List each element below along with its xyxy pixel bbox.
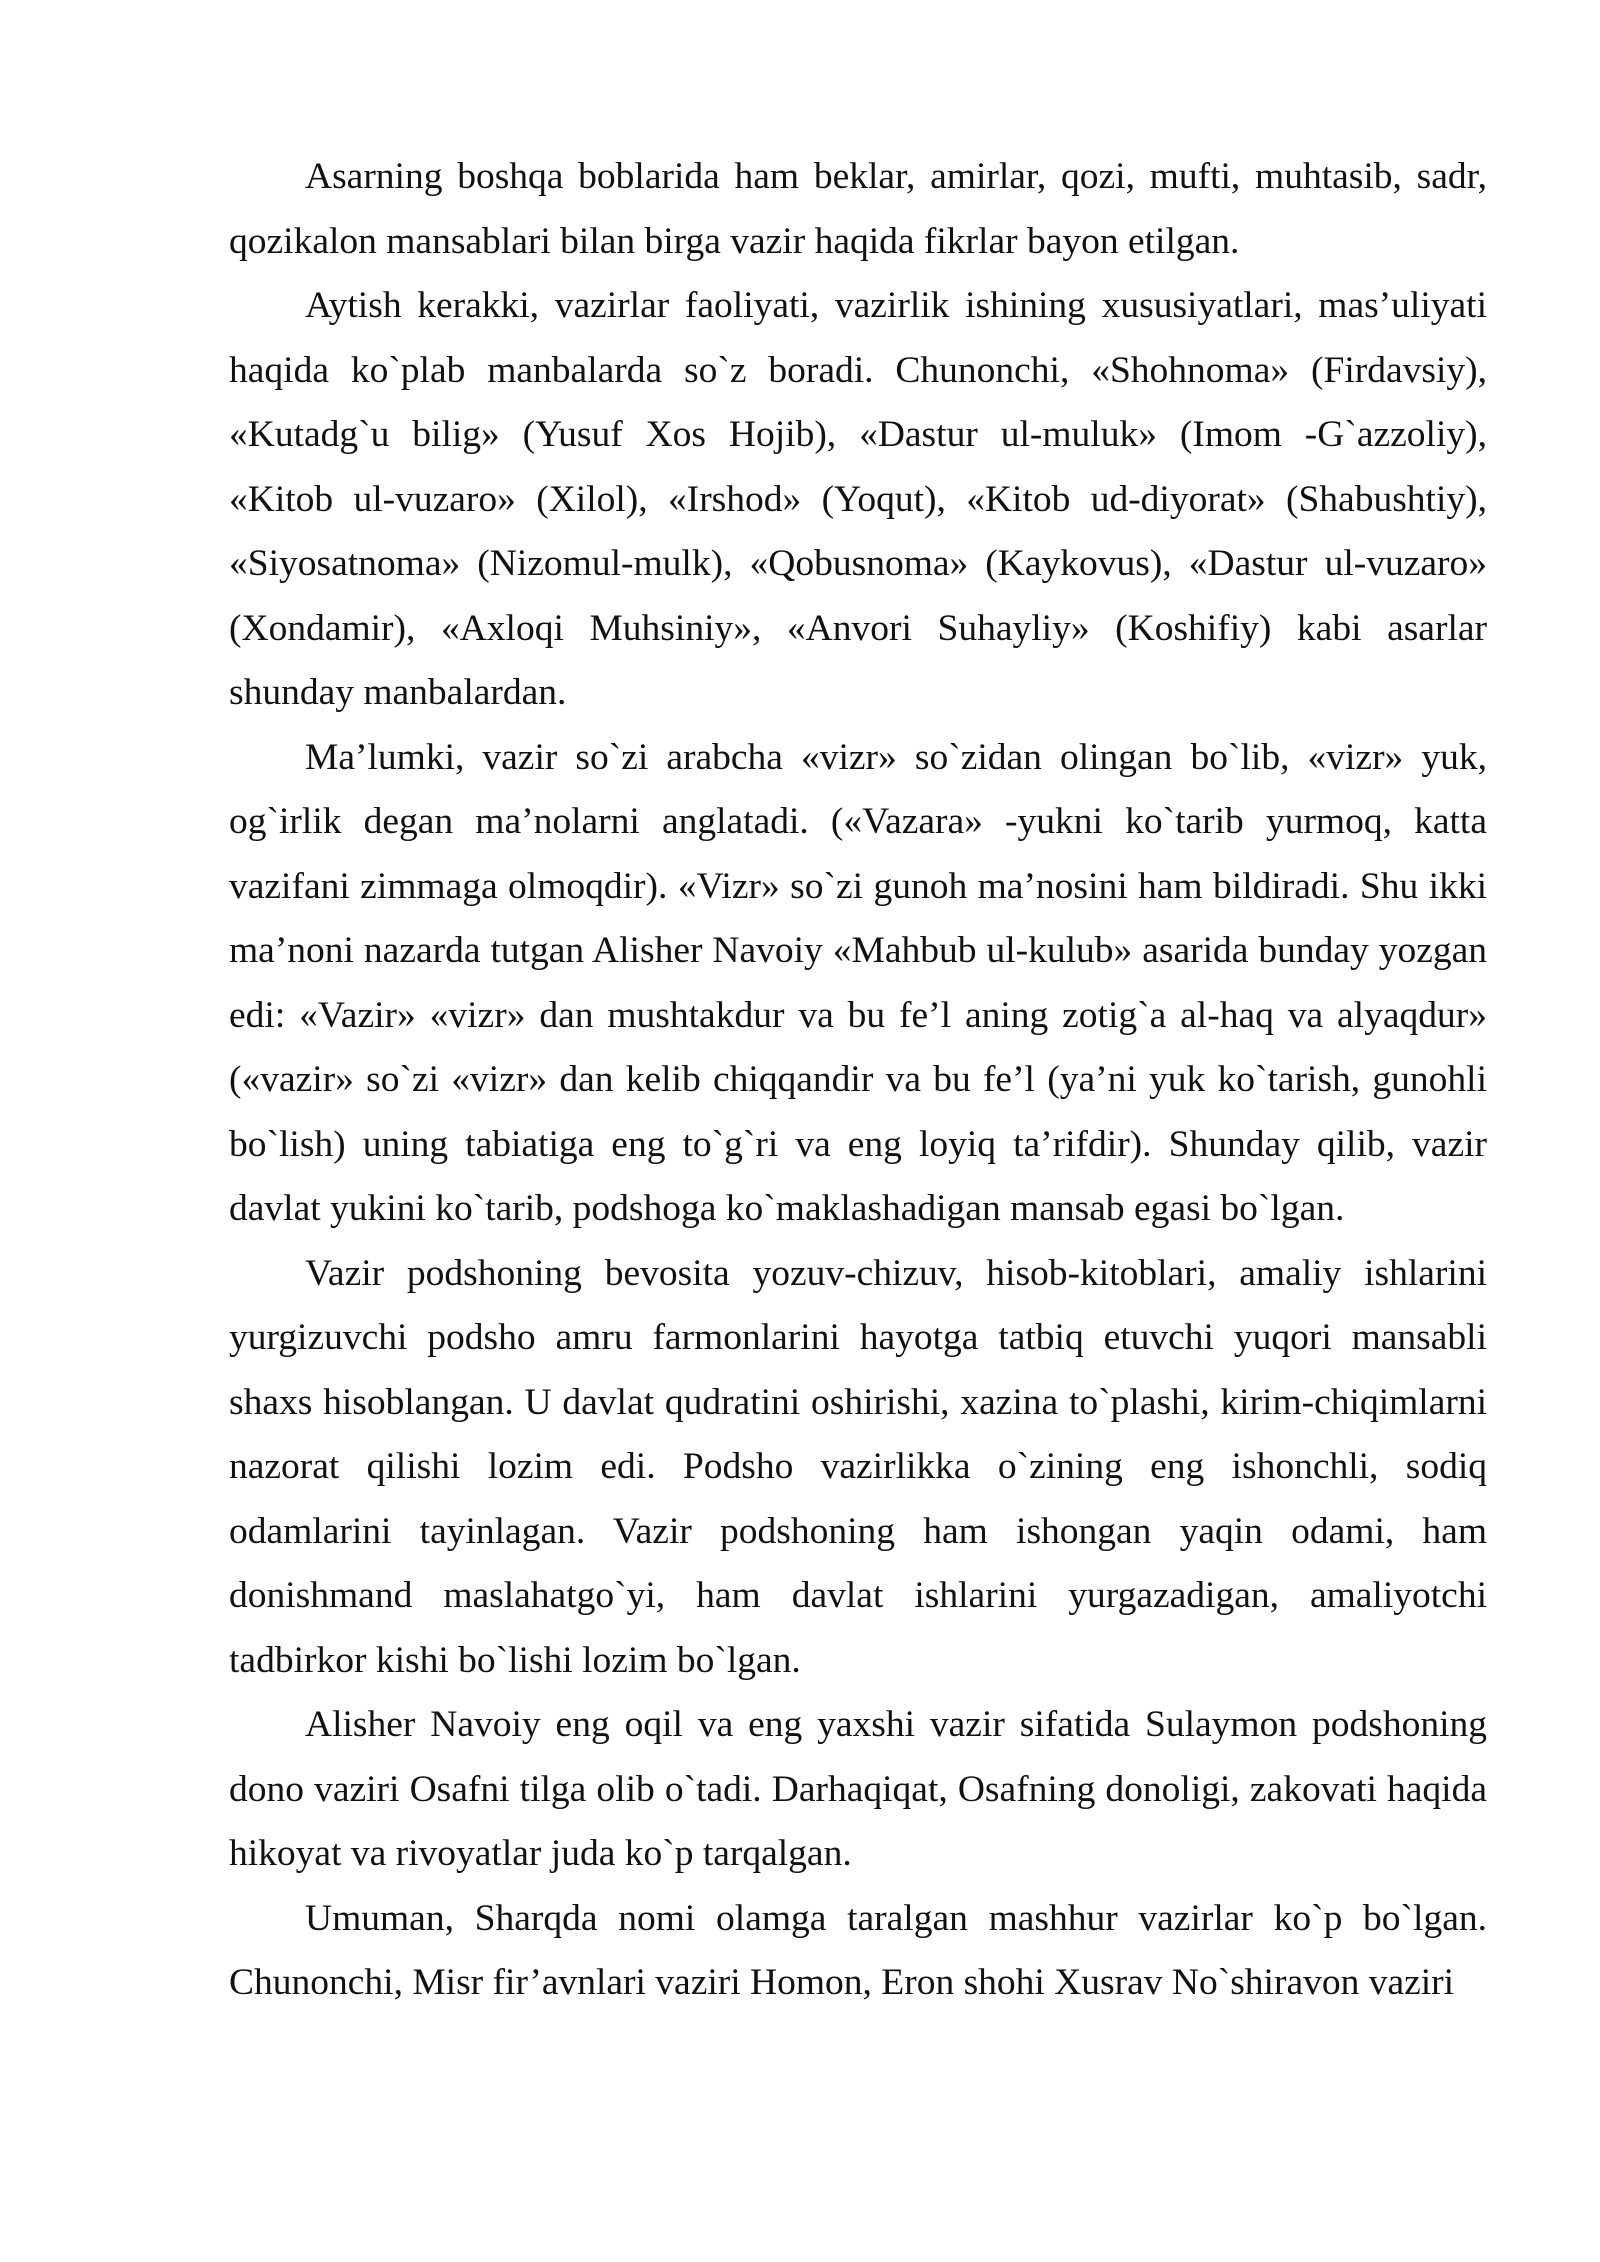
- document-body: [229, 145, 1487, 2016]
- paragraph-3: Ma’lumki, vazir so`zi arabcha «vizr» so`zidan olingan bo`lib, «vizr» yuk, og`irlik degan ma’nolarni anglatadi. («Vazara» -yukni ko`tarib yurmoq, katta vazifani zimmaga olmoqdir). «Vizr» so`zi gunoh ma’nosini ham bildiradi. Shu ikki ma’noni nazarda tutgan Alisher Navoiy «Mahbub ul-kulub» asarida bunday yozgan edi: «Vazir» «vizr» dan mushtakdur va bu fe’l aning zotig`a al-haq va alyaqdur» («vazir» so`zi «vizr» dan kelib chiqqandir va bu fe’l (ya’ni yuk ko`tarish, gunohli bo`lish) uning tabiatiga eng to`g`ri va eng loyiq ta’rifdir). Shunday qilib, vazir davlat yukini ko`tarib, podshoga ko`maklashadigan mansab egasi bo`lgan.: [229, 736, 1487, 1229]
- paragraph-6: Umuman, Sharqda nomi olamga taralgan mashhur vazirlar ko`p bo`lgan. Chunonchi, Misr fir’avnlari vaziri Homon, Eron shohi Xusrav No`shiravon vaziri: [229, 1897, 1487, 2003]
- paragraph-1: Asarning boshqa boblarida ham beklar, amirlar, qozi, mufti, muhtasib, sadr, qozikalon mansablari bilan birga vazir haqida fikrlar bayon etilgan.: [229, 156, 1487, 262]
- paragraph-5: Alisher Navoiy eng oqil va eng yaxshi vazir sifatida Sulaymon podshoning dono vaziri Osafni tilga olib o`tadi. Darhaqiqat, Osafning donoligi, zakovati haqida hikoyat va rivoyatlar juda ko`p tarqalgan.: [229, 1704, 1487, 1874]
- paragraph-4: Vazir podshoning bevosita yozuv-chizuv, hisob-kitoblari, amaliy ishlarini yurgizuvchi podsho amru farmonlarini hayotga tatbiq etuvchi yuqori mansabli shaxs hisoblangan. U davlat qudratini oshirishi, xazina to`plashi, kirim-chiqimlarni nazorat qilishi lozim edi. Podsho vazirlikka o`zining eng ishonchli, sodiq odamlarini tayinlagan. Vazir podshoning ham ishongan yaqin odami, ham donishmand maslahatgo`yi, ham davlat ishlarini yurgazadigan, amaliyotchi tadbirkor kishi bo`lishi lozim bo`lgan.: [229, 1252, 1487, 1681]
- paragraph-2: Aytish kerakki, vazirlar faoliyati, vazirlik ishining xususiyatlari, mas’uliyati haqida ko`plab manbalarda so`z boradi. Chunonchi, «Shohnoma» (Firdavsiy), «Kutadg`u bilig» (Yusuf Xos Hojib), «Dastur ul-muluk» (Imom -G`azzoliy), «Kitob ul-vuzaro» (Xilol), «Irshod» (Yoqut), «Kitob ud-diyorat» (Shabushtiy), «Siyosatnoma» (Nizomul-mulk), «Qobusnoma» (Kaykovus), «Dastur ul-vuzaro» (Xondamir), «Axloqi Muhsiniy», «Anvori Suhayliy» (Koshifiy) kabi asarlar shunday manbalardan.: [229, 285, 1487, 713]
